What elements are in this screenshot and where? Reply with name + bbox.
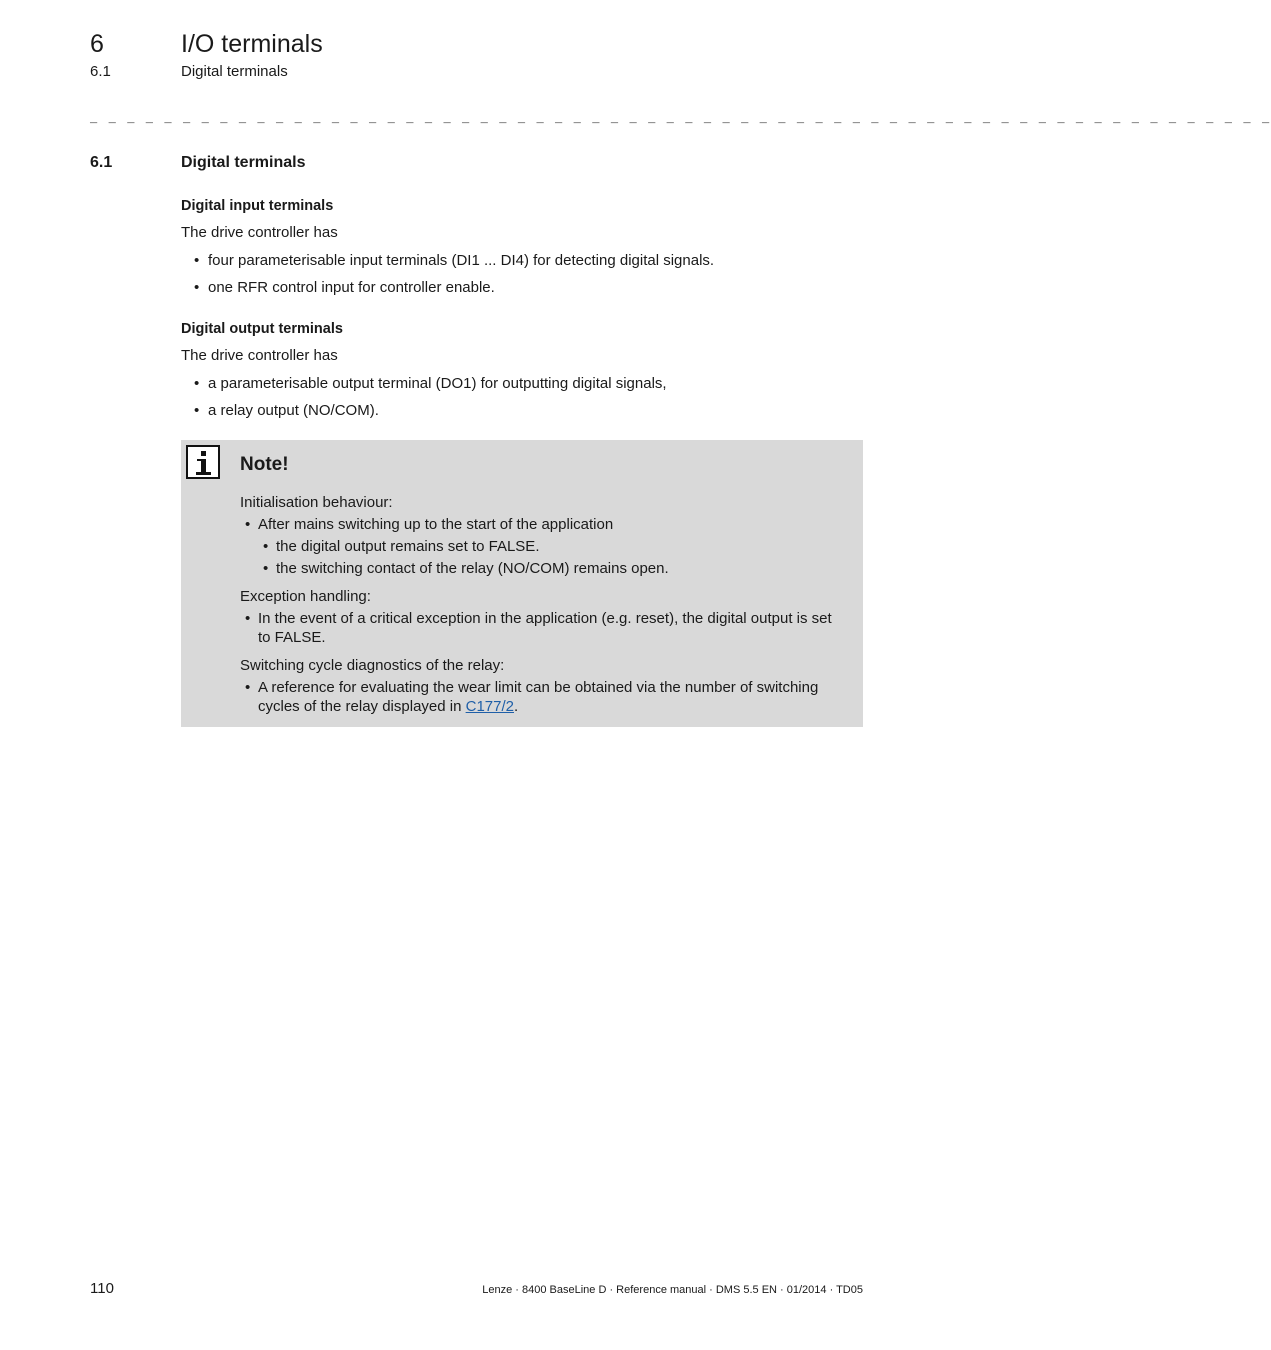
header-section-title: Digital terminals <box>181 63 288 80</box>
list-item: • the switching contact of the relay (NO/COM) remains open. <box>258 559 845 578</box>
section-number: 6.1 <box>90 154 113 171</box>
digital-input-intro: The drive controller has <box>181 224 338 241</box>
list-item: • After mains switching up to the start of the application <box>240 515 845 534</box>
digital-input-heading: Digital input terminals <box>181 198 334 214</box>
chapter-number: 6 <box>90 30 104 58</box>
list-item: • a parameterisable output terminal (DO1) for outputting digital signals, <box>181 374 863 394</box>
diag-suffix: . <box>513 698 519 715</box>
note-box <box>181 440 863 727</box>
note-body <box>240 493 845 719</box>
chapter-title: I/O terminals <box>181 30 323 58</box>
diag-text: A reference for evaluating the wear limit can be obtained via the number of switching cycles of the relay displayed in <box>258 679 819 715</box>
digital-output-intro: The drive controller has <box>181 347 338 364</box>
note-title: Note! <box>240 454 289 475</box>
digital-input-list <box>181 251 863 298</box>
list-item: • four parameterisable input terminals (DI1 ... DI4) for detecting digital signals. <box>181 251 863 271</box>
list-item <box>240 678 845 716</box>
section-content <box>181 196 863 428</box>
list-item: • a relay output (NO/COM). <box>181 401 863 421</box>
header-section-number: 6.1 <box>90 63 111 80</box>
note-diagnostics-label: Switching cycle diagnostics of the relay: <box>240 657 505 674</box>
footer-info: Lenze · 8400 BaseLine D · Reference manual · DMS 5.5 EN · 01/2014 · TD05 <box>482 1284 863 1296</box>
list-item: • In the event of a critical exception in the application (e.g. reset), the digital output is set to FALSE. <box>240 609 845 647</box>
list-item: • one RFR control input for controller enable. <box>181 278 863 298</box>
note-exception-label: Exception handling: <box>240 588 371 605</box>
section-title: Digital terminals <box>181 154 306 171</box>
info-icon <box>186 445 220 479</box>
page-number: 110 <box>90 1280 114 1297</box>
c177-2-link[interactable]: C177/2 <box>465 698 514 715</box>
digital-output-heading: Digital output terminals <box>181 321 343 337</box>
list-item: • the digital output remains set to FALSE. <box>258 537 845 556</box>
digital-output-list <box>181 374 863 421</box>
dashed-separator: _ _ _ _ _ _ _ _ _ _ _ _ _ _ _ _ _ _ _ _ _ _ _ _ _ _ _ _ _ _ _ _ _ _ _ _ _ _ _ _ _ _ _ _ _ _ _ _ _ _ _ _ _ _ _ _ _ _ _ _ _ _ _ _ <box>90 112 1271 126</box>
note-init-label: Initialisation behaviour: <box>240 494 393 511</box>
